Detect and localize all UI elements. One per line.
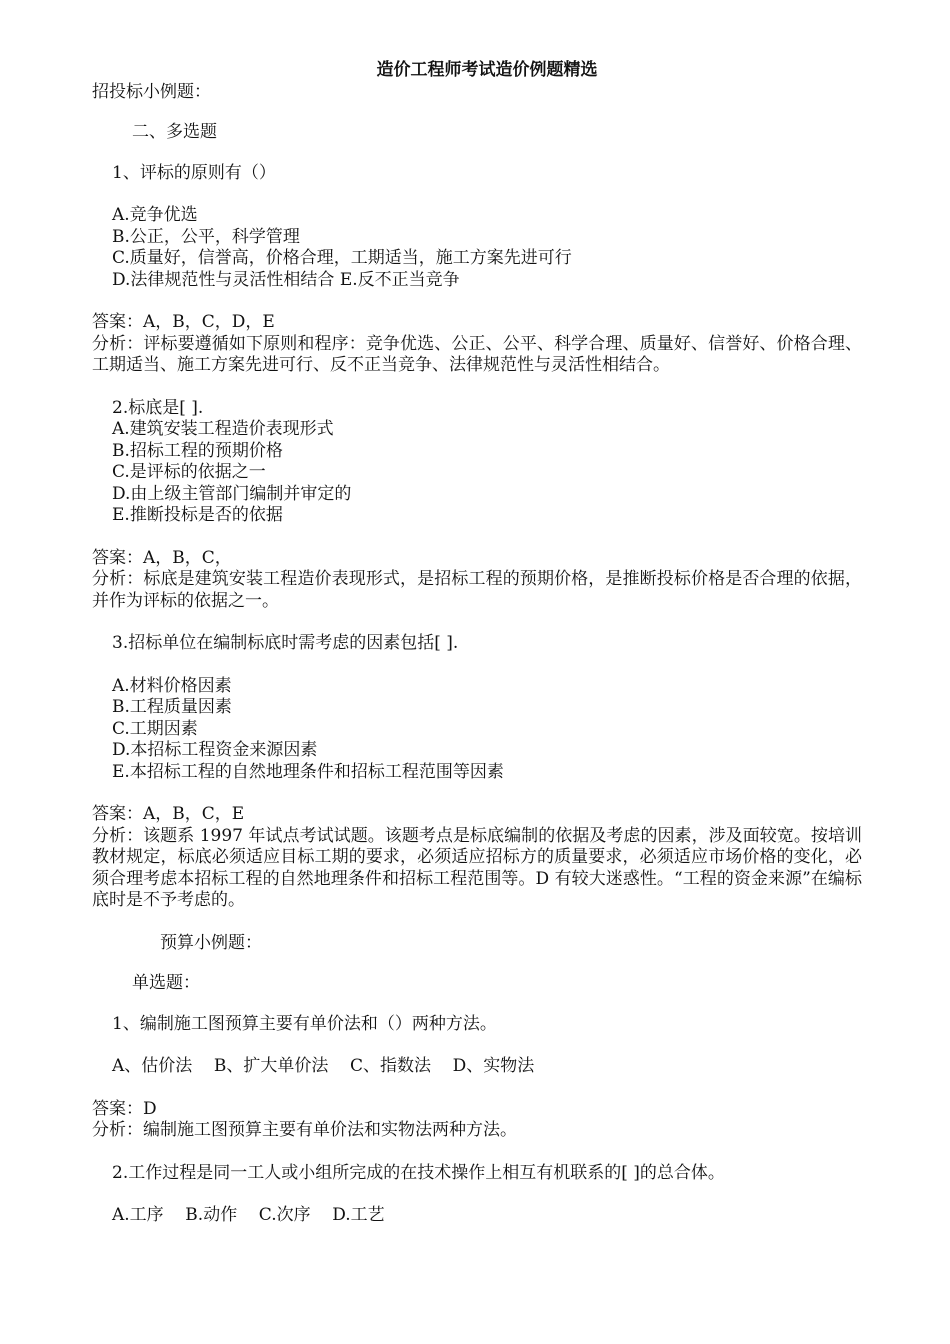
question-3-analysis: 分析：该题系 1997 年试点考试试题。该题考点是标底编制的依据及考虑的因素，涉及面较宽。按培训教材规定，标底必须适应目标工期的要求，必须适应招标方的质量要求，必须适应市场价格的变化，必须合理考虑本招标工程的自然地理条件和招标工程范围等。D 有较大迷惑性。“工程的资金来源”在编标底时是不予考虑的。 (92, 825, 862, 910)
heading-multiple-choice: 二、多选题 (132, 122, 217, 142)
single-question-1-analysis: 分析：编制施工图预算主要有单价法和实物法两种方法。 (92, 1120, 517, 1140)
question-3-option-c: C.工期因素 (112, 718, 198, 739)
question-3-option-a: A.材料价格因素 (112, 675, 232, 696)
single-question-1-options: A、估价法 B、扩大单价法 C、指数法 D、实物法 (112, 1056, 535, 1076)
single-question-1-stem: 1、编制施工图预算主要有单价法和（）两种方法。 (112, 1013, 497, 1034)
question-1-option-d: D.法律规范性与灵活性相结合 E.反不正当竞争 (112, 269, 460, 290)
question-3-option-e: E.本招标工程的自然地理条件和招标工程范围等因素 (112, 761, 504, 782)
question-2-answer: 答案：A，B，C， (92, 547, 232, 568)
question-1-option-a: A.竞争优选 (112, 205, 198, 225)
question-1-option-c: C.质量好，信誉高，价格合理，工期适当，施工方案先进可行 (112, 248, 572, 268)
question-3-answer: 答案：A，B，C，E (92, 804, 245, 824)
question-2-stem: 2.标底是[ ]. (112, 397, 204, 418)
question-2-option-a: A.建筑安装工程造价表现形式 (112, 419, 334, 439)
single-question-2-options: A.工序 B.动作 C.次序 D.工艺 (112, 1205, 385, 1225)
question-3-stem: 3.招标单位在编制标底时需考虑的因素包括[ ]. (112, 633, 459, 653)
question-1-stem: 1、评标的原则有（） (112, 162, 276, 183)
question-1-analysis: 分析：评标要遵循如下原则和程序：竞争优选、公正、公平、科学合理、质量好、信誉好、价格合理、工期适当、施工方案先进可行、反不正当竞争、法律规范性与灵活性相结合。 (92, 333, 862, 375)
document-page (92, 60, 862, 1227)
heading-single-choice: 单选题： (132, 973, 200, 993)
question-2-option-d: D.由上级主管部门编制并审定的 (112, 483, 352, 504)
question-2-analysis: 分析：标底是建筑安装工程造价表现形式，是招标工程的预期价格，是推断投标价格是否合理的依据，并作为评标的依据之一。 (92, 569, 862, 611)
question-2-option-c: C.是评标的依据之一 (112, 462, 266, 482)
question-3-option-b: B.工程质量因素 (112, 697, 232, 717)
single-question-1-answer: 答案：D (92, 1098, 157, 1119)
single-question-2-stem: 2.工作过程是同一工人或小组所完成的在技术操作上相互有机联系的[ ]的总合体。 (112, 1162, 725, 1183)
document-title: 造价工程师考试造价例题精选 (376, 60, 598, 80)
question-1-option-b: B.公正，公平，科学管理 (112, 226, 300, 247)
question-1-answer: 答案：A，B，C，D，E (92, 312, 275, 332)
question-2-option-e: E.推断投标是否的依据 (112, 505, 283, 525)
question-3-option-d: D.本招标工程资金来源因素 (112, 740, 318, 760)
section-budget: 预算小例题： (160, 932, 262, 953)
question-2-option-b: B.招标工程的预期价格 (112, 440, 283, 461)
section-bidding: 招投标小例题： (92, 81, 211, 102)
